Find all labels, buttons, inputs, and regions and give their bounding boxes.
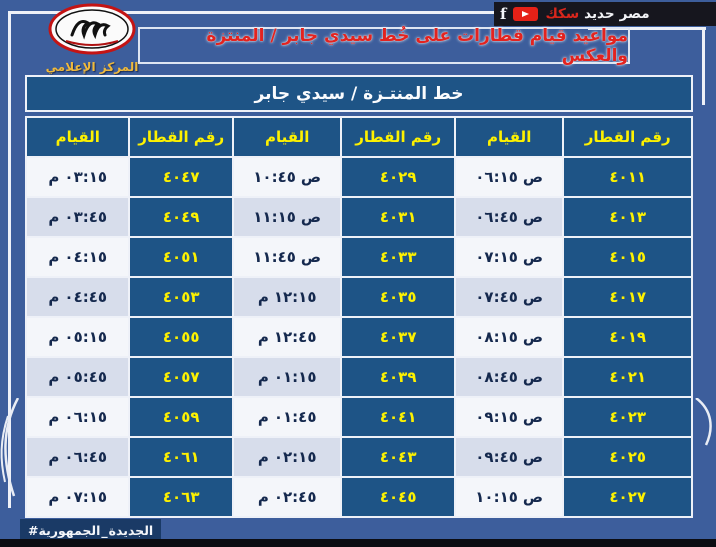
youtube-icon[interactable] [513, 7, 538, 21]
train-number-cell: ٤٠٤٣ [342, 438, 454, 476]
departure-time-cell: ١٠:٤٥ ص [234, 158, 340, 196]
train-number-cell: ٤٠٥٩ [130, 398, 231, 436]
title-box [138, 27, 630, 64]
brand-name [545, 6, 649, 22]
departure-time-cell: ٠٩:١٥ ص [456, 398, 562, 436]
train-number-cell: ٤٠١١ [564, 158, 691, 196]
train-number-cell: ٤٠٣٩ [342, 358, 454, 396]
departure-time-cell: م ٠٤:١٥ [27, 238, 128, 276]
column-header: رقم القطار [342, 118, 454, 156]
departure-time-cell: م ١٢:٤٥ [234, 318, 340, 356]
train-number-cell: ٤٠٢١ [564, 358, 691, 396]
column-header: رقم القطار [564, 118, 691, 156]
train-number-cell: ٤٠٤١ [342, 398, 454, 436]
train-number-cell: ٤٠٣١ [342, 198, 454, 236]
departure-time-cell: ٠٦:٤٥ ص [456, 198, 562, 236]
departure-time-cell: م ٠٥:٤٥ [27, 358, 128, 396]
departure-time-cell: م ٠٢:١٥ [234, 438, 340, 476]
train-number-cell: ٤٠٥٣ [130, 278, 231, 316]
railway-logo [34, 3, 150, 74]
column-header: رقم القطار [130, 118, 231, 156]
departure-time-cell: ٠٦:١٥ ص [456, 158, 562, 196]
column-header: القيام [234, 118, 340, 156]
train-number-cell: ٤٠٤٩ [130, 198, 231, 236]
departure-time-cell: م ١٢:١٥ [234, 278, 340, 316]
departure-time-cell: ١١:٤٥ ص [234, 238, 340, 276]
frame-line-right [702, 27, 705, 105]
train-number-cell: ٤٠٤٥ [342, 478, 454, 516]
hashtag-separator: _ [101, 522, 108, 538]
train-number-cell: ٤٠٦١ [130, 438, 231, 476]
departure-time-cell: م ٠٤:٤٥ [27, 278, 128, 316]
departure-time-cell: م ٠٣:١٥ [27, 158, 128, 196]
decorative-swoosh-left [0, 398, 22, 498]
brand-word-3: مصر [619, 6, 650, 22]
departure-time-cell: م ٠٥:١٥ [27, 318, 128, 356]
departure-time-cell: ١٠:١٥ ص [456, 478, 562, 516]
departure-time-cell: ٠٩:٤٥ ص [456, 438, 562, 476]
timetable-grid [25, 116, 693, 518]
departure-time-cell: م ٠٧:١٥ [27, 478, 128, 516]
train-number-cell: ٤٠٤٧ [130, 158, 231, 196]
departure-time-cell: ٠٧:٤٥ ص [456, 278, 562, 316]
train-number-cell: ٤٠٥٧ [130, 358, 231, 396]
train-number-cell: ٤٠١٩ [564, 318, 691, 356]
train-number-cell: ٤٠٦٣ [130, 478, 231, 516]
departure-time-cell: م ٠١:١٥ [234, 358, 340, 396]
brand-word-1: سكك [545, 6, 580, 22]
timetable [25, 75, 693, 518]
train-number-cell: ٤٠١٥ [564, 238, 691, 276]
hashtag-word-2: الجديدة [108, 522, 154, 538]
departure-time-cell: ٠٨:١٥ ص [456, 318, 562, 356]
brand-word-2: حديد [584, 6, 615, 22]
social-banner [494, 2, 716, 26]
train-number-cell: ٤٠٥٥ [130, 318, 231, 356]
logo-caption: المركز الإعلامي [45, 60, 139, 74]
train-number-cell: ٤٠٣٣ [342, 238, 454, 276]
departure-time-cell: م ٠٢:٤٥ [234, 478, 340, 516]
departure-time-cell: م ٠٦:١٥ [27, 398, 128, 436]
departure-time-cell: ٠٨:٤٥ ص [456, 358, 562, 396]
train-number-cell: ٤٠٢٥ [564, 438, 691, 476]
train-number-cell: ٤٠٢٧ [564, 478, 691, 516]
page-title: مواعيد قيام قطارات على خُط سيدي جابر / المنتزة والعكس [206, 25, 628, 66]
train-number-cell: ٤٠٥١ [130, 238, 231, 276]
train-number-cell: ٤٠٢٩ [342, 158, 454, 196]
decorative-swoosh-right [694, 398, 716, 446]
column-header: القيام [456, 118, 562, 156]
train-number-cell: ٤٠١٣ [564, 198, 691, 236]
departure-time-cell: م ٠١:٤٥ [234, 398, 340, 436]
train-number-cell: ٤٠٣٧ [342, 318, 454, 356]
departure-time-cell: ٠٧:١٥ ص [456, 238, 562, 276]
railway-logo-icon [42, 3, 142, 55]
train-number-cell: ٤٠٣٥ [342, 278, 454, 316]
train-number-cell: ٤٠١٧ [564, 278, 691, 316]
hashtag-badge [20, 519, 161, 541]
column-header: القيام [27, 118, 128, 156]
line-subtitle: خط المنتـزة / سيدي جابر [25, 75, 693, 112]
facebook-icon[interactable]: f [500, 4, 507, 23]
train-number-cell: ٤٠٢٣ [564, 398, 691, 436]
departure-time-cell: م ٠٣:٤٥ [27, 198, 128, 236]
departure-time-cell: ١١:١٥ ص [234, 198, 340, 236]
hashtag-word-1: #الجمهورية [28, 522, 101, 538]
bottom-strip [0, 539, 716, 547]
departure-time-cell: م ٠٦:٤٥ [27, 438, 128, 476]
